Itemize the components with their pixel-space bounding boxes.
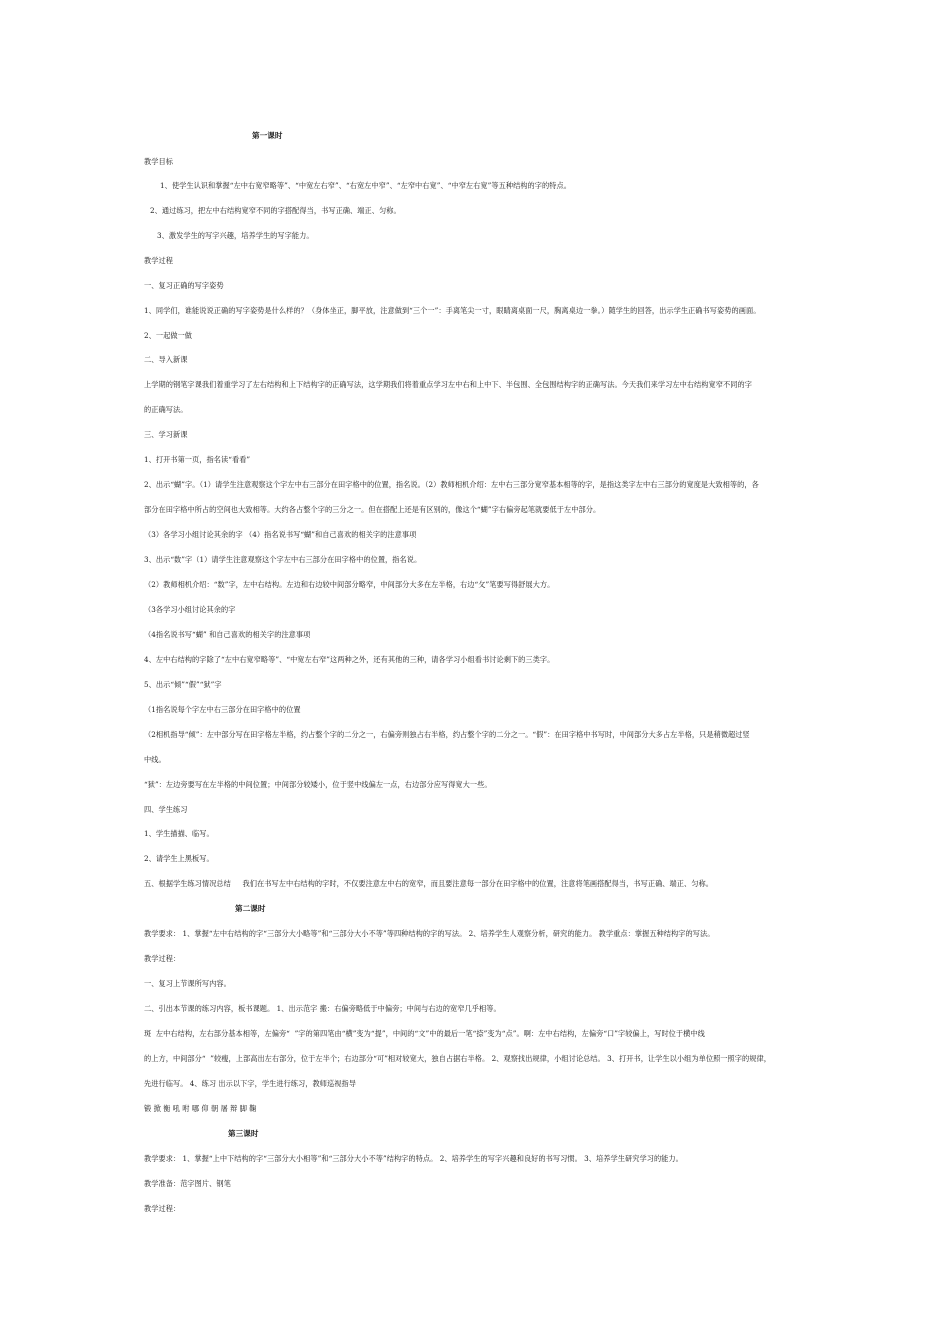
section-1: 一、复习正确的写字姿势 bbox=[144, 281, 224, 290]
section-3-item-3b: （2）教师相机介绍：“数”字，左中右结构。左边和右边较中间部分略窄，中间部分大多在左半格，右边“攵”笔要写得舒展大方。 bbox=[144, 580, 555, 589]
section-4-item-2: 2、请学生上黑板写。 bbox=[144, 854, 214, 863]
goal-1: 1、使学生认识和掌握“左中右宽窄略等”、“中宽左右窄”、“右宽左中窄”、“左窄中右宽”、“中窄左右宽”等五种结构的字的特点。 bbox=[160, 181, 571, 190]
section-3-item-3d: （4指名说书写“蝴” 和自己喜欢的相关字的注意事项 bbox=[144, 630, 311, 639]
process-label: 教学过程 bbox=[144, 256, 173, 265]
section-5: 五、根据学生练习情况总结 我们在书写左中右结构的字时，不仅要注意左中右的宽窄，而且要注意每一部分在田字格中的位置，注意将笔画搭配得当，书写正确、端正、匀称。 bbox=[144, 879, 713, 888]
section-3-item-3c: （3各学习小组讨论其余的字 bbox=[144, 605, 236, 614]
lesson3-heading: 第三课时 bbox=[228, 1129, 259, 1138]
section-4: 四、学生练习 bbox=[144, 805, 188, 814]
section-3-item-5b: （2相机指导“倾”：左中部分写在田字格左半格，约占整个字的二分之一，右偏旁则独占右半格，约占整个字的二分之一。“假”：在田字格中书写时，中间部分大多占左半格，只是稍微超过竖 bbox=[144, 730, 750, 739]
practice-characters: 锻 掀 衡 吼 咐 哪 仰 朝 屠 辩 脚 鞠 bbox=[144, 1104, 257, 1113]
lesson3-requirements: 教学要求： 1、掌握“上中下结构的字“三部分大小相等”和“三部分大小不等”结构字的特点。 2、培养学生的写字兴趣和良好的书写习惯。 3、培养学生研究学习的能力。 bbox=[144, 1154, 683, 1163]
lesson2-para-3: 先进行临写。 4、练习 出示以下字，学生进行练习，教师巡视指导 bbox=[144, 1079, 356, 1088]
section-3-item-4: 4、左中右结构的字除了“左中右宽窄略等”、“中宽左右窄”这两种之外，还有其他的三种，请各学习小组看书讨论剩下的三类字。 bbox=[144, 655, 555, 664]
section-2: 二、导入新课 bbox=[144, 355, 188, 364]
section-3-item-2a: 2、出示“蝴”字。（1）请学生注意观察这个字左中右三部分在田字格中的位置，指名说。（2）教师相机介绍：左中右三部分宽窄基本相等的字，是指这类字左中右三部分的宽度是大致相等的，各 bbox=[144, 480, 759, 489]
section-2-para-2: 的正确写法。 bbox=[144, 405, 188, 414]
goal-3: 3、激发学生的写字兴趣，培养学生的写字能力。 bbox=[157, 231, 314, 240]
goals-label: 教学目标 bbox=[144, 157, 173, 166]
lesson2-heading: 第二课时 bbox=[235, 904, 266, 913]
lesson2-para-2: 的上方，中间部分“ ”较瘦，上部高出左右部分，位于左半个；右边部分“可”相对较宽大，独自占据右半格。 2、观察找出规律，小组讨论总结。 3、打开书，让学生以小组为单位照一照字的规律， bbox=[144, 1054, 771, 1063]
lesson3-process-label: 教学过程： bbox=[144, 1204, 181, 1213]
lesson2-requirements: 教学要求： 1、掌握“左中右结构的字“三部分大小略等”和“三部分大小不等”等四种结构的字的写法。 2、培养学生人观察分析，研究的能力。 教学重点：掌握五种结构字的写法。 bbox=[144, 929, 715, 938]
lesson2-section-2: 二、引出本节课的练习内容，板书课题。 1、出示范字 搬：右偏旁略低于中偏旁；中间与右边的宽窄几乎相等。 bbox=[144, 1004, 501, 1013]
section-2-para-1: 上学期的钢笔字课我们着重学习了左右结构和上下结构字的正确写法，这学期我们将着重点学习左中右和上中下、半包围、全包围结构字的正确写法。今天我们来学习左中右结构宽窄不同的字 bbox=[144, 380, 752, 389]
section-3-item-2b: 部分在田字格中所占的空间也大致相等。大约各占整个字的三分之一。但在搭配上还是有区别的，像这个“蝴”字右偏旁起笔就要低于左中部分。 bbox=[144, 505, 601, 514]
goal-2: 2、通过练习，把左中右结构宽窄不同的字搭配得当，书写正确、端正、匀称。 bbox=[150, 206, 401, 215]
lesson2-para-1: 斑 左中右结构，左右部分基本相等，左偏旁“ ”字的第四笔由“横”变为“提”，中间的“文”中的最后一笔“捺”变为“点”。啊：左中右结构，左偏旁“口”字较偏上，写时位于横中线 bbox=[144, 1029, 705, 1038]
lesson2-process-label: 教学过程： bbox=[144, 954, 181, 963]
section-3-item-5d: “狱”：左边旁要写在左半格的中间位置；中间部分较矮小，位于竖中线偏左一点，右边部分应写得宽大一些。 bbox=[144, 780, 492, 789]
lesson1-heading: 第一课时 bbox=[252, 131, 283, 140]
section-3: 三、学习新课 bbox=[144, 430, 188, 439]
section-3-item-2c: （3）各学习小组讨论其余的字 （4）指名说书写“蝴”和自己喜欢的相关字的注意事项 bbox=[144, 530, 417, 539]
section-3-item-3a: 3、出示“数”字（1）请学生注意观察这个字左中右三部分在田字格中的位置，指名说。 bbox=[144, 555, 422, 564]
section-1-item-1: 1、同学们，谁能说说正确的写字姿势是什么样的？（身体坐正，脚平放，注意做到“三个一”：手离笔尖一寸，眼睛离桌面一尺，胸离桌边一拳。）随学生的回答，出示学生正确书写姿势的画面。 bbox=[144, 306, 761, 315]
lesson3-preparation: 教学准备：范字图片、钢笔 bbox=[144, 1179, 231, 1188]
section-1-item-2: 2、一起做一做 bbox=[144, 331, 193, 340]
section-3-item-5c: 中线。 bbox=[144, 755, 166, 764]
section-3-item-1: 1、打开书第一页，指名读“看看” bbox=[144, 455, 251, 464]
section-4-item-1: 1、学生描描、临写。 bbox=[144, 829, 214, 838]
section-3-item-5a: （1指名说每个字左中右三部分在田字格中的位置 bbox=[144, 705, 301, 714]
lesson2-section-1: 一、复习上节课所写内容。 bbox=[144, 979, 231, 988]
section-3-item-5: 5、出示“倾”“假”“狱”字 bbox=[144, 680, 222, 689]
